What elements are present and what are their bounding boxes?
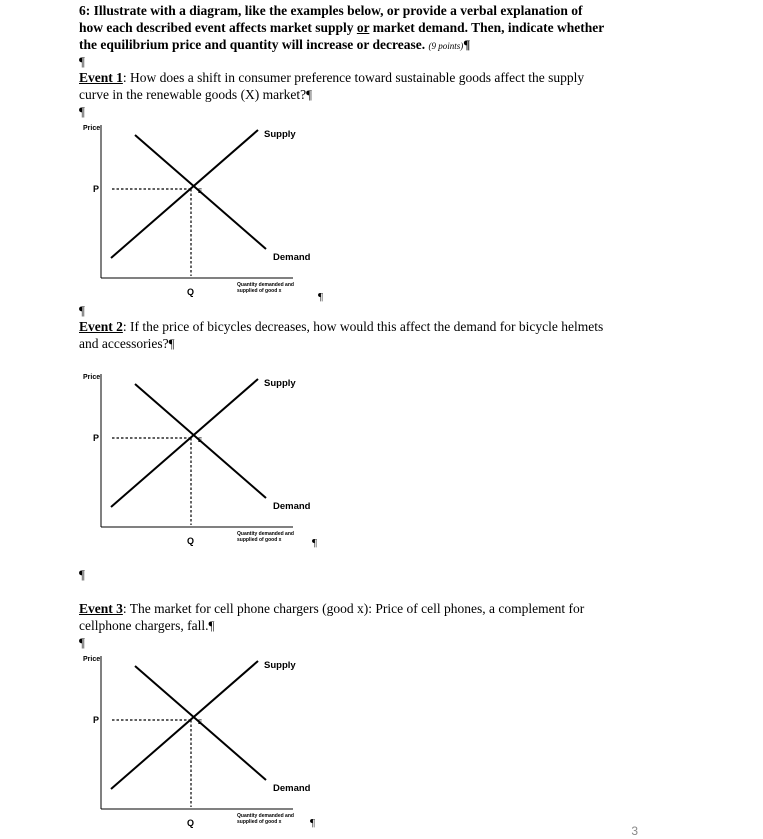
- y-axis-label: Price: [83, 125, 101, 132]
- paragraph-mark: ¶: [310, 817, 315, 829]
- x-axis-label: Quantity demanded and: [237, 813, 294, 819]
- question-line-1: 6: Illustrate with a diagram, like the examples below, or provide a verbal explanation of: [79, 3, 583, 18]
- x-axis-label: supplied of good x: [237, 819, 282, 825]
- question-line-3: the equilibrium price and quantity will increase or decrease. (9 points)¶: [79, 37, 471, 52]
- supply-demand-diagram-1: [78, 118, 348, 303]
- supply-curve: [111, 379, 258, 507]
- demand-label: Demand: [273, 252, 311, 263]
- paragraph-mark: ¶: [79, 303, 85, 318]
- demand-label: Demand: [273, 783, 311, 794]
- event-2-line-1: Event 2: If the price of bicycles decreases, how would this affect the demand for bicycle helmets: [79, 319, 604, 334]
- y-axis-label: Price: [83, 374, 101, 381]
- question-line-2: how each described event affects market supply or market demand. Then, indicate whether: [79, 20, 605, 35]
- event-1-line-1: Event 1: How does a shift in consumer preference toward sustainable goods affect the supply: [79, 70, 585, 85]
- paragraph-mark: ¶: [318, 291, 323, 303]
- event-2-label: Event 2: [79, 319, 123, 334]
- event-3-line-1: Event 3: The market for cell phone chargers (good x): Price of cell phones, a complement for: [79, 601, 585, 616]
- x-axis-label: supplied of good x: [237, 288, 282, 294]
- supply-demand-diagram-3: [78, 649, 348, 834]
- diagram-svg: [78, 649, 348, 834]
- supply-demand-diagram-2: [78, 367, 348, 552]
- paragraph-mark: ¶: [79, 104, 85, 119]
- page-number: 3: [631, 824, 638, 838]
- y-axis-label: Price: [83, 656, 101, 663]
- event-1-label: Event 1: [79, 70, 123, 85]
- price-label: P: [93, 715, 100, 725]
- paragraph-mark: ¶: [79, 567, 85, 582]
- quantity-label: Q: [187, 536, 195, 546]
- x-axis-label: Quantity demanded and: [237, 531, 294, 537]
- diagram-svg: [78, 367, 348, 552]
- x-axis-label: supplied of good x: [237, 537, 282, 543]
- event-3-label: Event 3: [79, 601, 123, 616]
- equilibrium-label: E: [198, 189, 203, 195]
- or-underlined: or: [356, 20, 370, 35]
- points-note: (9 points): [428, 41, 464, 51]
- quantity-label: Q: [187, 818, 195, 828]
- event-1-line-2: curve in the renewable goods (X) market?¶: [79, 87, 313, 102]
- diagram-svg: [78, 118, 348, 303]
- equilibrium-label: E: [198, 438, 203, 444]
- supply-curve: [111, 130, 258, 258]
- price-label: P: [93, 433, 100, 443]
- supply-label: Supply: [264, 378, 296, 389]
- x-axis-label: Quantity demanded and: [237, 282, 294, 288]
- price-label: P: [93, 184, 100, 194]
- demand-label: Demand: [273, 501, 311, 512]
- equilibrium-label: E: [198, 720, 203, 726]
- paragraph-mark: ¶: [79, 635, 85, 650]
- event-2-line-2: and accessories?¶: [79, 336, 175, 351]
- event-3-line-2: cellphone chargers, fall.¶: [79, 618, 215, 633]
- paragraph-mark: ¶: [79, 54, 85, 69]
- supply-curve: [111, 661, 258, 789]
- paragraph-mark: ¶: [312, 537, 317, 549]
- quantity-label: Q: [187, 287, 195, 297]
- supply-label: Supply: [264, 129, 296, 140]
- supply-label: Supply: [264, 660, 296, 671]
